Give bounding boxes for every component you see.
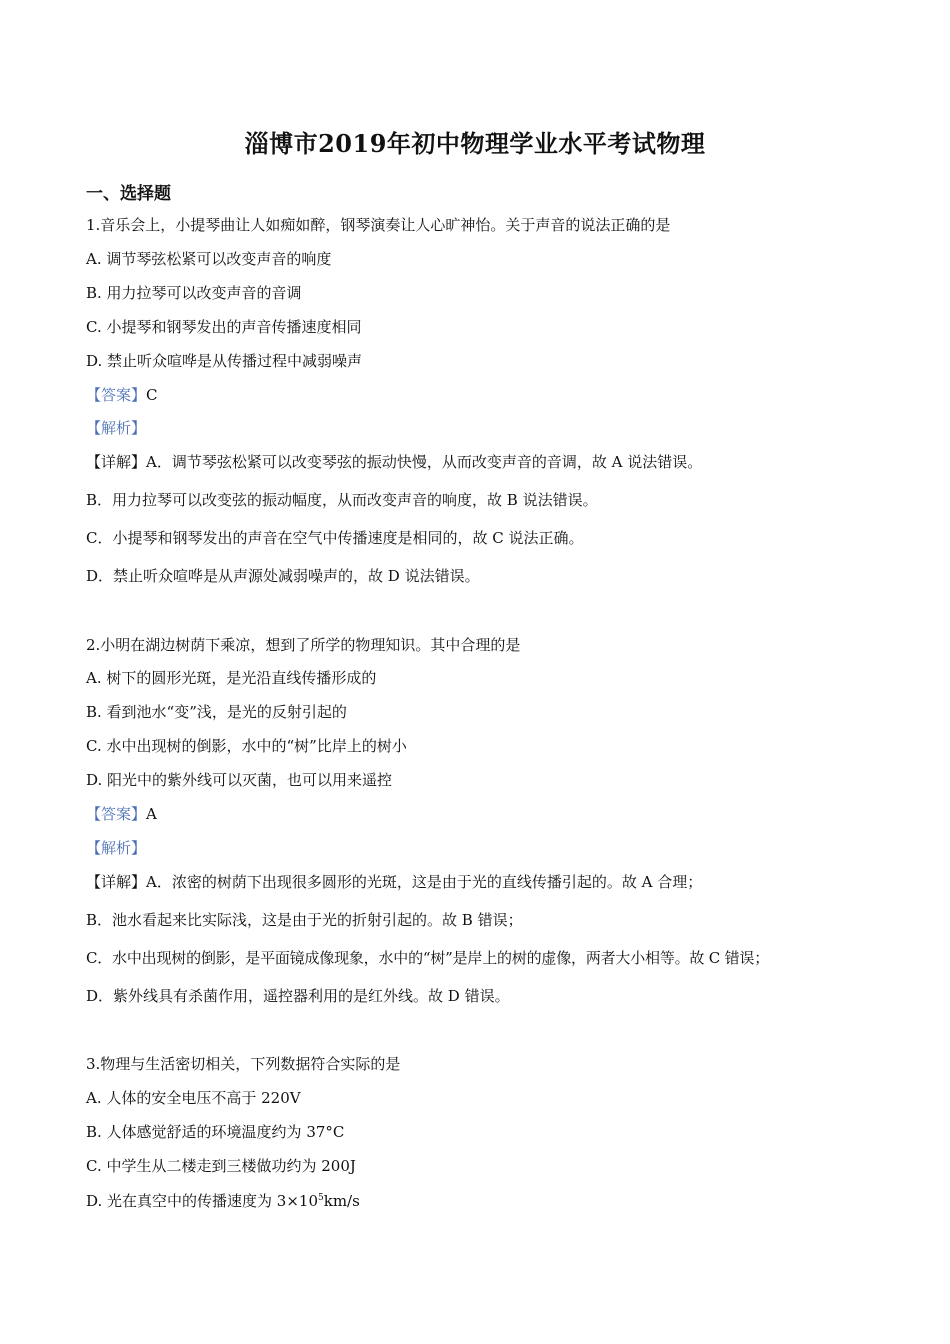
- question-2-option-a: A. 树下的圆形光斑，是光沿直线传播形成的: [86, 669, 377, 687]
- question-2-detail-b: B．池水看起来比实际浅，这是由于光的折射引起的。故 B 错误；: [86, 911, 523, 929]
- section-heading: 一、选择题: [86, 184, 171, 204]
- question-2-detail-a: 【详解】A．浓密的树荫下出现很多圆形的光斑，这是由于光的直线传播引起的。故 A 合理；: [86, 873, 703, 891]
- question-3-option-a: A. 人体的安全电压不高于 220V: [86, 1089, 301, 1107]
- exponent: 5: [318, 1193, 324, 1203]
- question-1-detail-b: B．用力拉琴可以改变弦的振动幅度，从而改变声音的响度，故 B 说法错误。: [86, 491, 598, 509]
- question-2-detail-d: D．紫外线具有杀菌作用，遥控器利用的是红外线。故 D 错误。: [86, 987, 510, 1005]
- question-3-option-c: C. 中学生从二楼走到三楼做功约为 200J: [86, 1157, 356, 1175]
- question-1-analysis-label: 【解析】: [86, 419, 147, 437]
- question-1-stem: 1.音乐会上，小提琴曲让人如痴如醉，钢琴演奏让人心旷神怡。关于声音的说法正确的是: [86, 216, 671, 234]
- question-2-answer: [86, 804, 157, 824]
- detail-label: 【详解】: [86, 453, 147, 471]
- question-2-analysis-label: 【解析】: [86, 839, 147, 857]
- question-1-detail-a: 【详解】A．调节琴弦松紧可以改变琴弦的振动快慢，从而改变声音的音调，故 A 说法错误。: [86, 453, 703, 471]
- question-2-detail-c: C．水中出现树的倒影，是平面镜成像现象，水中的“树”是岸上的树的虚像，两者大小相等。故 C 错误；: [86, 949, 770, 967]
- question-3-option-b: B. 人体感觉舒适的环境温度约为 37°C: [86, 1123, 345, 1141]
- question-1-detail-d: D．禁止听众喧哗是从声源处减弱噪声的，故 D 说法错误。: [86, 567, 480, 585]
- question-1-option-a: A. 调节琴弦松紧可以改变声音的响度: [86, 250, 332, 268]
- question-1-option-d: D. 禁止听众喧哗是从传播过程中减弱噪声: [86, 352, 363, 370]
- question-2-option-d: D. 阳光中的紫外线可以灭菌，也可以用来遥控: [86, 771, 393, 789]
- question-3-stem: 3.物理与生活密切相关，下列数据符合实际的是: [86, 1055, 401, 1073]
- question-1-option-b: B. 用力拉琴可以改变声音的音调: [86, 284, 302, 302]
- answer-value: A: [146, 805, 157, 823]
- question-2-option-b: B. 看到池水“变”浅，是光的反射引起的: [86, 703, 347, 721]
- document-title: 淄博市2019年初中物理学业水平考试物理: [244, 129, 706, 158]
- answer-value: C: [146, 386, 158, 404]
- question-1-answer: [86, 385, 158, 405]
- question-1-detail-c: C．小提琴和钢琴发出的声音在空气中传播速度是相同的，故 C 说法正确。: [86, 529, 584, 547]
- question-1-option-c: C. 小提琴和钢琴发出的声音传播速度相同: [86, 318, 362, 336]
- detail-label: 【详解】: [86, 873, 147, 891]
- question-2-stem: 2.小明在湖边树荫下乘凉，想到了所学的物理知识。其中合理的是: [86, 636, 521, 654]
- answer-label: 【答案】: [86, 386, 147, 404]
- question-2-option-c: C. 水中出现树的倒影，水中的“树”比岸上的树小: [86, 737, 407, 755]
- answer-label: 【答案】: [86, 805, 147, 823]
- question-3-option-d: D. 光在真空中的传播速度为 $3\times 10^5km/s$: [86, 1192, 360, 1210]
